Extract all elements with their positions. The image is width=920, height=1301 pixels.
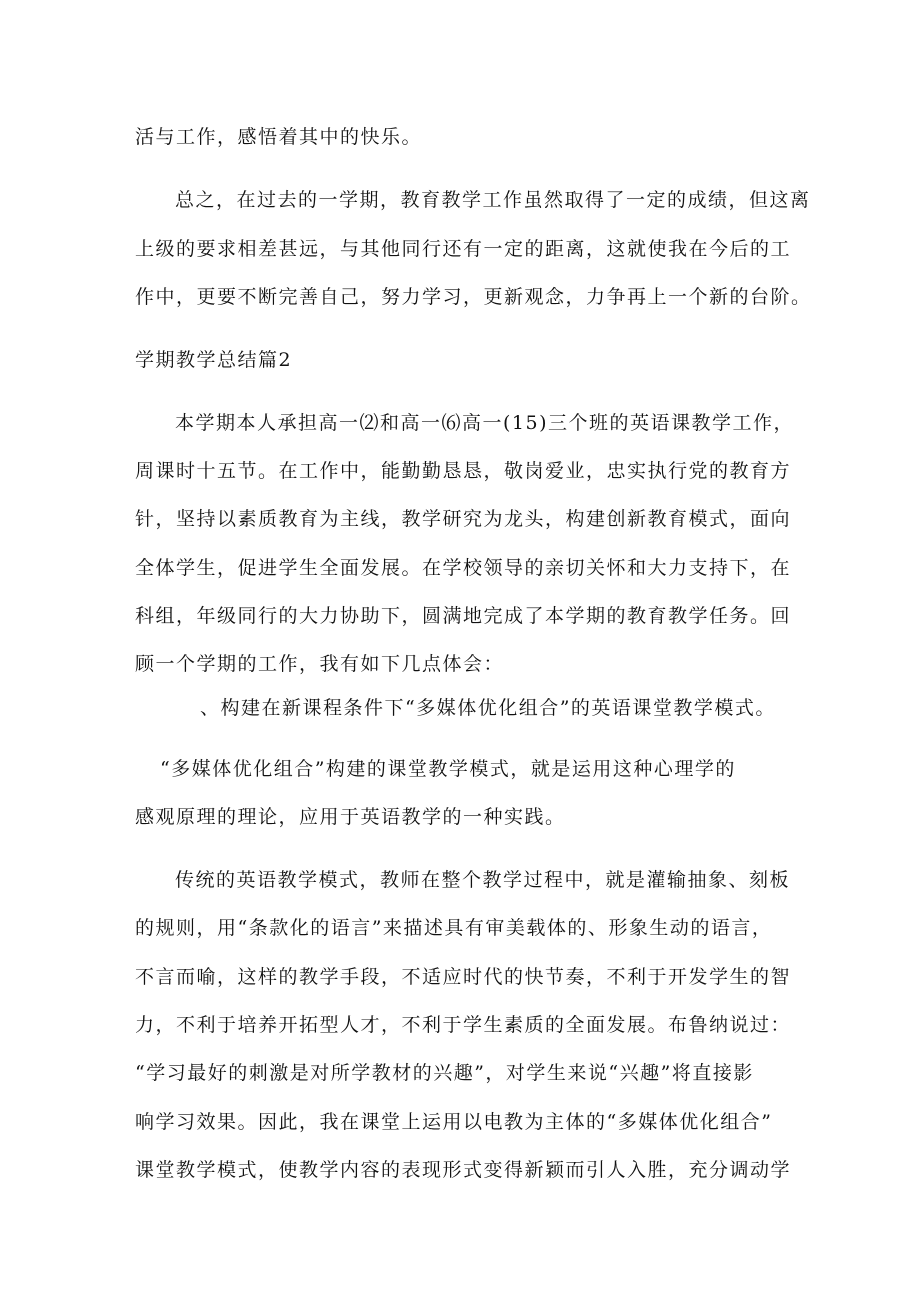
text-line: 的规则，用“条款化的语言”来描述具有审美载体的、形象生动的语言， <box>135 917 773 939</box>
text-line: 针，坚持以素质教育为主线，教学研究为龙头，构建创新教育模式，面向 <box>135 508 792 530</box>
text-line: 总之，在过去的一学期，教育教学工作虽然取得了一定的成绩，但这离 <box>175 189 811 211</box>
subheading-line: 、构建在新课程条件下“多媒体优化组合”的英语课堂教学模式。 <box>200 697 776 719</box>
text-line: 周课时十五节。在工作中，能勤勤恳恳，敬岗爱业，忠实执行党的教育方 <box>135 460 792 482</box>
text-line: 顾一个学期的工作，我有如下几点体会： <box>135 653 505 675</box>
text-line: 作中，更要不断完善自己，努力学习，更新观念，力争再上一个新的台阶。 <box>135 286 812 308</box>
text-line: 感观原理的理论，应用于英语教学的一种实践。 <box>135 806 566 828</box>
text-line: 响学习效果。因此，我在课堂上运用以电教为主体的“多媒体优化组合” <box>135 1111 773 1133</box>
text-line: 活与工作，感悟着其中的快乐。 <box>135 126 423 148</box>
section-heading: 学期教学总结篇2 <box>135 349 293 371</box>
text-line: 科组，年级同行的大力协助下，圆满地完成了本学期的教育教学任务。回 <box>135 605 792 627</box>
text-line: 课堂教学模式，使教学内容的表现形式变得新颖而引人入胜，充分调动学 <box>135 1159 792 1181</box>
text-line: 全体学生，促进学生全面发展。在学校领导的亲切关怀和大力支持下，在 <box>135 557 792 579</box>
text-line: “多媒体优化组合”构建的课堂教学模式，就是运用这种心理学的 <box>160 758 736 780</box>
text-line: 不言而喻，这样的教学手段，不适应时代的快节奏，不利于开发学生的智 <box>135 966 792 988</box>
text-line: 力，不利于培养开拓型人才，不利于学生素质的全面发展。布鲁纳说过： <box>135 1014 792 1036</box>
text-line: 上级的要求相差甚远，与其他同行还有一定的距离，这就使我在今后的工 <box>135 238 792 260</box>
text-line: 本学期本人承担高一⑵和高一⑹高一(15)三个班的英语课教学工作， <box>175 412 795 434</box>
text-line: “学习最好的刺激是对所学教材的兴趣”，对学生来说“兴趣”将直接影 <box>135 1062 754 1084</box>
text-line: 传统的英语教学模式，教师在整个教学过程中，就是灌输抽象、刻板 <box>175 869 791 891</box>
